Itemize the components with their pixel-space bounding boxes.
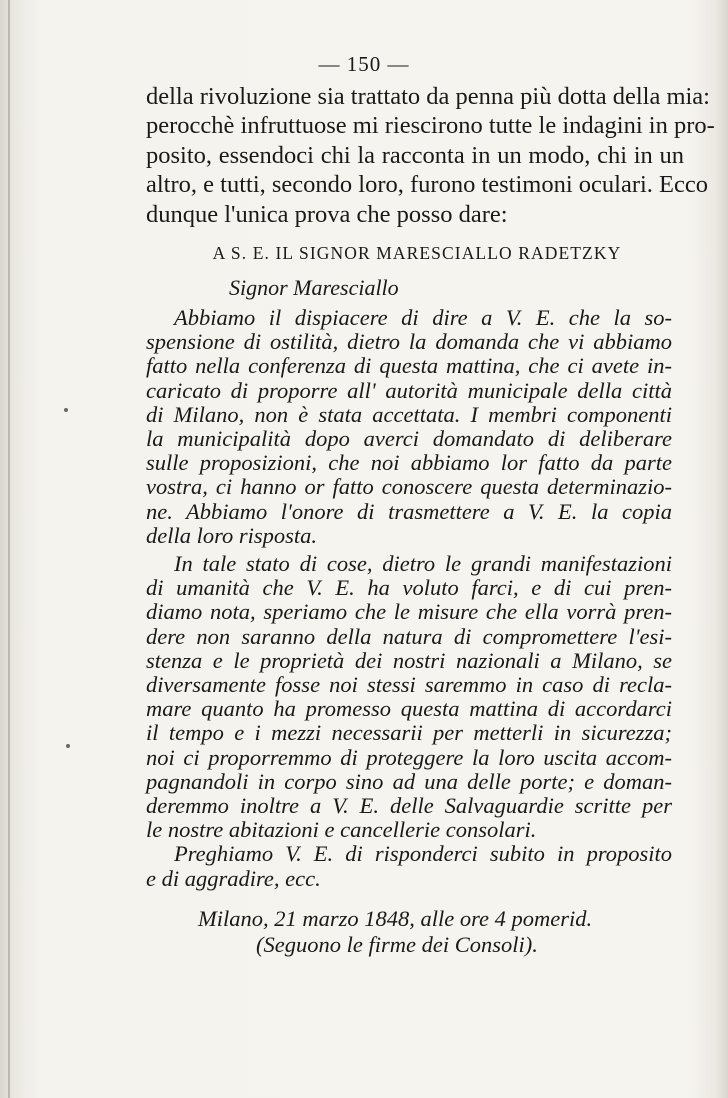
text-line: della rivoluzione sia trattato da penna più dotta della mia:	[146, 83, 710, 110]
text-line: deremmo inoltre a V. E. delle Salvaguardie scritte per	[146, 793, 672, 819]
letter-body	[146, 306, 672, 891]
text-line: posito, essendoci chi la racconta in un modo, chi in un	[146, 141, 684, 169]
letter-heading: A S. E. IL SIGNOR MARESCIALLO RADETZKY	[212, 243, 622, 263]
text-line: la municipalità dopo averci domandato di deliberare	[146, 426, 672, 452]
text-line: pagnandoli in corpo sino ad una delle porte; e doman-	[146, 768, 672, 794]
text-line: diamo nota, speriamo che le misure che ella vorrà pren-	[146, 599, 672, 625]
text-line: In tale stato di cose, dietro le grandi manifestazioni	[174, 551, 672, 577]
text-line: Preghiamo V. E. di risponderci subito in proposito	[174, 841, 672, 867]
text-line: caricato di proporre all' autorità municipale della città	[146, 377, 672, 403]
letter-signature-note: (Seguono le firme dei Consoli).	[256, 932, 538, 957]
text-line: fatto nella conferenza di questa mattina, che ci avete in-	[146, 353, 672, 379]
text-line: e di aggradire, ecc.	[146, 865, 321, 891]
text-line: stenza e le proprietà dei nostri nazionali a Milano, se	[146, 647, 672, 673]
text-line: dere non saranno della natura di compromettere l'esi-	[146, 623, 672, 649]
page-gutter-edge	[8, 0, 10, 1098]
text-line: noi ci proporremmo di proteggere la loro uscita accom-	[146, 744, 672, 770]
text-line: spensione di ostilità, dietro la domanda che vi abbiamo	[146, 329, 672, 355]
text-line: altro, e tutti, secondo loro, furono testimoni oculari. Ecco	[146, 171, 708, 199]
text-line: dunque l'unica prova che posso dare:	[146, 200, 508, 228]
letter-salutation: Signor Maresciallo	[229, 275, 399, 300]
text-line: vostra, ci hanno or fatto conoscere questa determinazio-	[146, 474, 672, 500]
margin-speck	[64, 408, 68, 412]
text-line: della loro risposta.	[146, 522, 318, 548]
text-line: Abbiamo il dispiacere di dire a V. E. che la so-	[174, 305, 672, 330]
text-line: ne. Abbiamo l'onore di trasmettere a V. E. la copia	[146, 498, 672, 524]
text-line: di umanità che V. E. ha voluto farci, e di cui pren-	[146, 575, 672, 601]
letter-date-line: Milano, 21 marzo 1848, alle ore 4 pomerid.	[198, 906, 593, 931]
margin-speck	[66, 744, 70, 748]
text-line: le nostre abitazioni e cancellerie consolari.	[146, 817, 537, 843]
text-line: mare quanto ha promesso questa mattina di accordarci	[146, 696, 672, 722]
text-line: perocchè infruttuose mi riescirono tutte le indagini in pro-	[146, 112, 715, 140]
intro-paragraph	[146, 82, 715, 229]
text-line: diversamente fosse noi stessi saremmo in caso di recla-	[146, 672, 672, 698]
text-line: di Milano, non è stata accettata. I membri componenti	[146, 401, 672, 427]
page-number: — 150 —	[318, 52, 410, 76]
text-line: il tempo e i mezzi necessarii per metterli in sicurezza;	[146, 720, 672, 746]
text-line: sulle proposizioni, che noi abbiamo lor fatto da parte	[146, 450, 672, 476]
